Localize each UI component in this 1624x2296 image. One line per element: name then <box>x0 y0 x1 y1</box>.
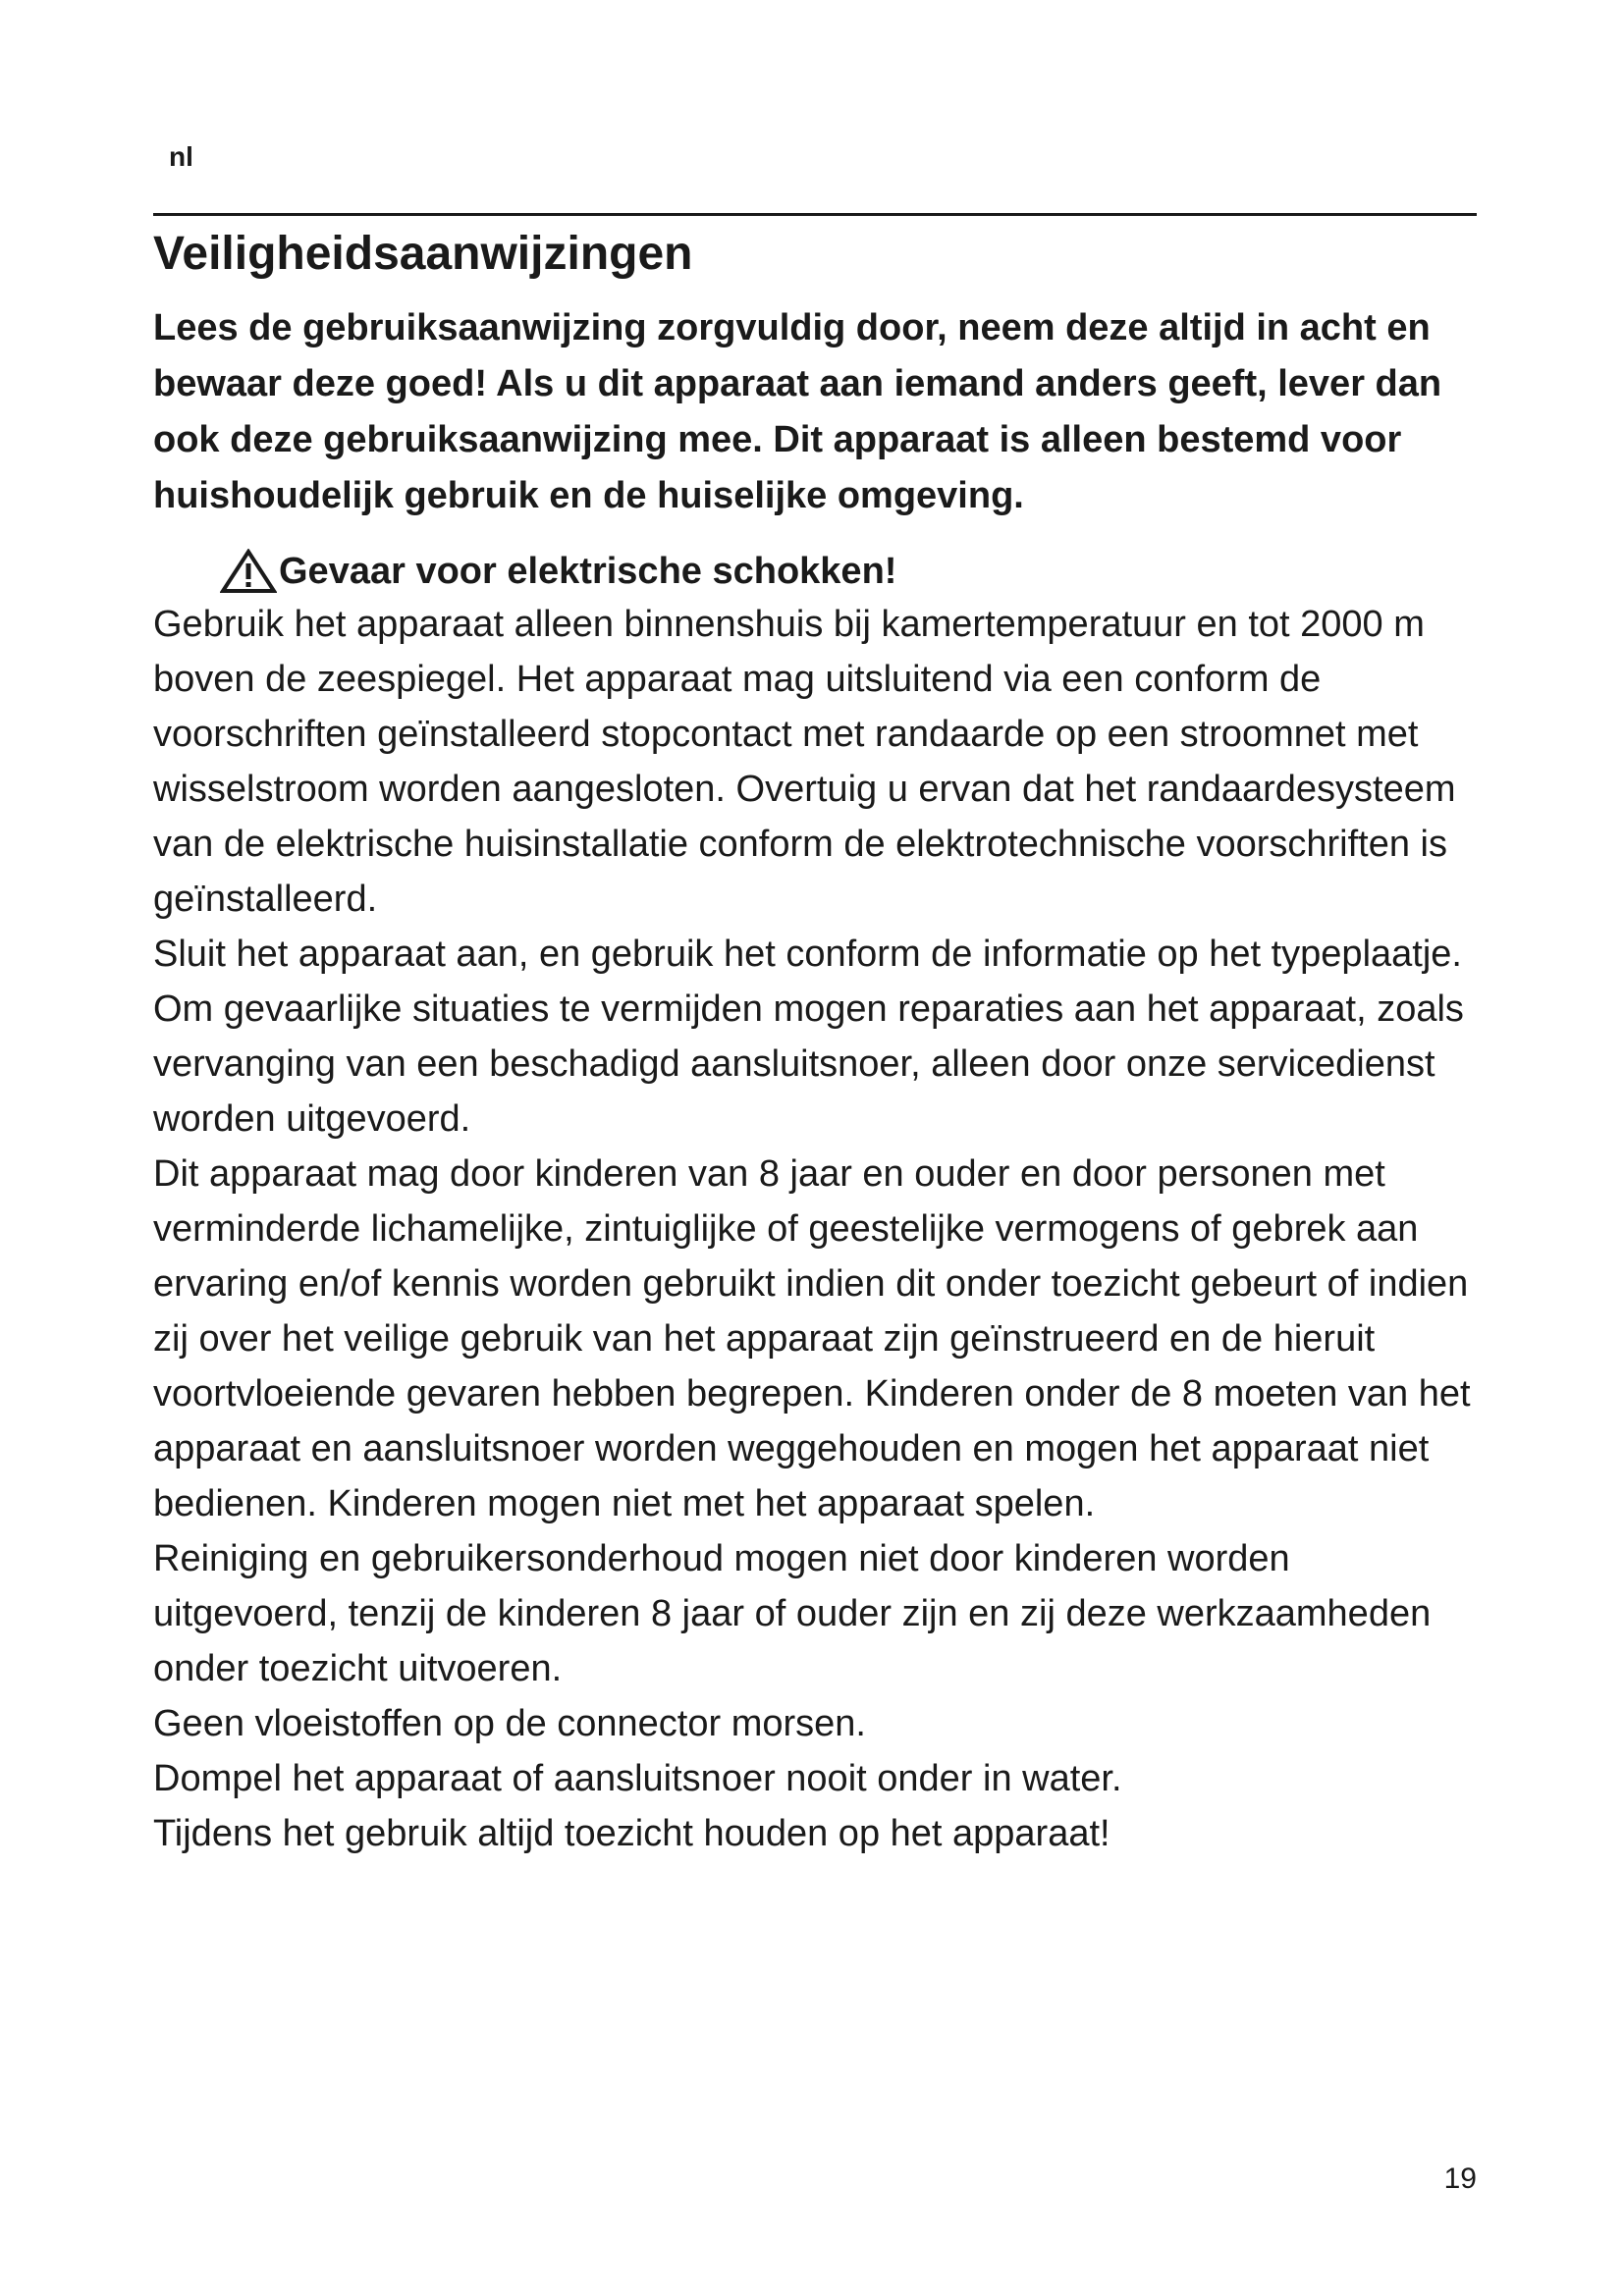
safety-section <box>153 226 1481 1861</box>
intro-paragraph: Lees de gebruiksaanwijzing zorgvuldig door, neem deze altijd in acht en bewaar deze goed! Als u dit apparaat aan iemand anders geeft, lever dan ook deze gebruiksaanwijzing mee. Dit apparaat is alleen bestemd voor huishoudelijk gebruik en de huiselijke omgeving. <box>153 307 1442 516</box>
paragraph-cleaning: Reiniging en gebruikersonderhoud mogen niet door kinderen worden uitgevoerd, tenzij de kinderen 8 jaar of ouder zijn en zij deze werkzaamheden onder toezicht uitvoeren. <box>153 1538 1432 1689</box>
electric-shock-warning <box>220 546 1481 597</box>
paragraph-connection-repairs: Sluit het apparaat aan, en gebruik het conform de informatie op het typeplaatje. Om gevaarlijke situaties te vermijden mogen reparaties aan het apparaat, zoals vervanging van een beschadigd aansluitsnoer, alleen door onze servicedienst worden uitgevoerd. <box>153 934 1464 1140</box>
warning-triangle-icon <box>220 549 277 594</box>
section-title: Veiligheidsaanwijzingen <box>153 228 693 280</box>
paragraph-installation: Gebruik het apparaat alleen binnenshuis bij kamertemperatuur en tot 2000 m boven de zeespiegel. Het apparaat mag uitsluitend via een conform de voorschriften geïnstalleerd stopcontact met randaarde op een stroomnet met wisselstroom worden aangesloten. Overtuig u ervan dat het randaardesysteem van de elektrische huisinstallatie conform de elektrotechnische voorschriften is geïnstalleerd. <box>153 604 1456 920</box>
header-divider <box>153 213 1477 216</box>
paragraph-liquids: Geen vloeistoffen op de connector morsen. <box>153 1703 866 1744</box>
paragraph-children-use: Dit apparaat mag door kinderen van 8 jaar en ouder en door personen met verminderde lichamelijke, zintuiglijke of geestelijke vermogens of gebrek aan ervaring en/of kennis worden gebruikt indien dit onder toezicht gebeurt of indien zij over het veilige gebruik van het apparaat zijn geïnstrueerd en de hieruit voortvloeiende gevaren hebben begrepen. Kinderen onder de 8 moeten van het apparaat en aansluitsnoer worden weggehouden en mogen het apparaat niet bedienen. Kinderen mogen niet met het apparaat spelen. <box>153 1153 1471 1524</box>
warning-heading: Gevaar voor elektrische schokken! <box>279 551 897 592</box>
page-number: 19 <box>1443 2163 1477 2195</box>
paragraph-water: Dompel het apparaat of aansluitsnoer nooit onder in water. <box>153 1758 1122 1799</box>
language-code: nl <box>169 141 193 172</box>
paragraph-supervision: Tijdens het gebruik altijd toezicht houden op het apparaat! <box>153 1813 1110 1854</box>
